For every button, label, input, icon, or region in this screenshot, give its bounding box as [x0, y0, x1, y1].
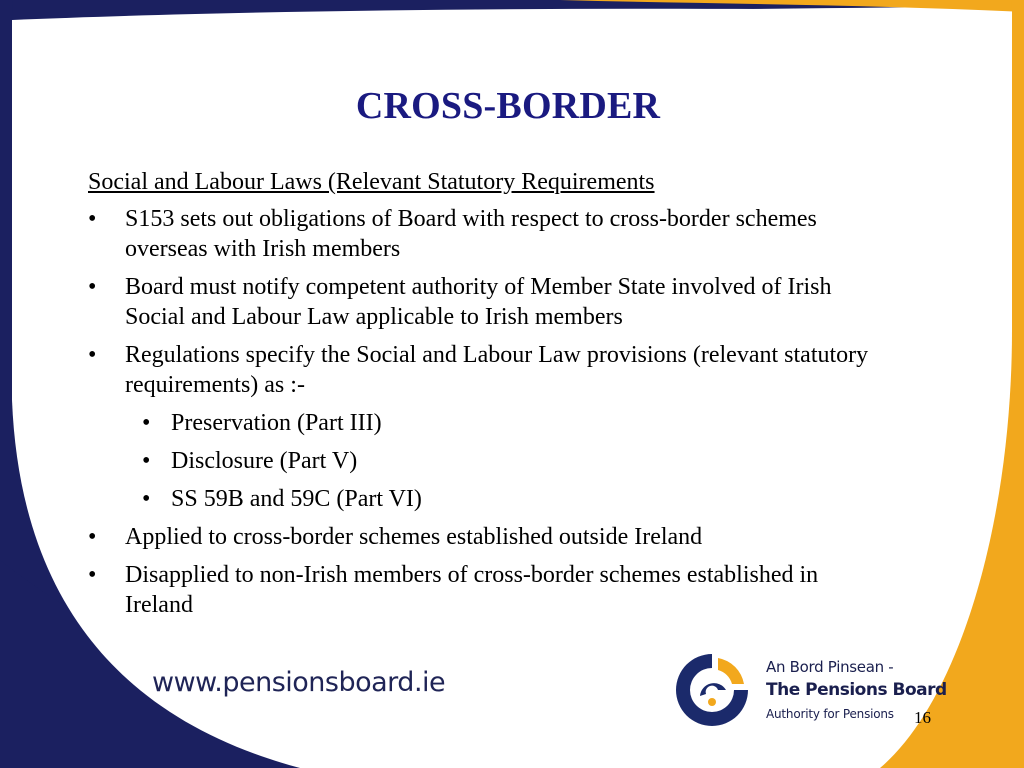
bullet-text: Applied to cross-border schemes established outside Ireland	[125, 524, 703, 550]
bullet-marker: •	[142, 410, 151, 436]
bullet-marker: •	[88, 562, 97, 588]
sub-bullet-text: Disclosure (Part V)	[171, 448, 358, 474]
sub-bullet-item	[88, 484, 888, 514]
bullet-item	[88, 272, 888, 332]
bullet-item	[88, 560, 888, 620]
bullet-item	[88, 340, 888, 400]
bullet-marker: •	[142, 448, 151, 474]
bullet-marker: •	[88, 206, 97, 232]
logo-tagline: Authority for Pensions	[766, 707, 894, 721]
logo-english-name: The Pensions Board	[766, 680, 947, 700]
sub-bullet-text: Preservation (Part III)	[171, 410, 382, 436]
sub-bullet-item	[88, 446, 888, 476]
sub-bullet-item	[88, 408, 888, 438]
page-number: 16	[914, 708, 931, 727]
slide-body	[88, 167, 888, 628]
website-url[interactable]: www.pensionsboard.ie	[152, 667, 446, 698]
bullet-item	[88, 204, 888, 264]
bullet-text: Regulations specify the Social and Labour Law provisions (relevant statutory requirements) as :-	[125, 342, 869, 398]
bullet-marker: •	[88, 274, 97, 300]
pensions-board-logo-icon	[672, 650, 752, 730]
slide-title: CROSS-BORDER	[355, 85, 661, 127]
bullet-text: Board must notify competent authority of Member State involved of Irish Social and Labour Law applicable to Irish members	[125, 274, 832, 330]
bullet-text: S153 sets out obligations of Board with respect to cross-border schemes overseas with Irish members	[125, 206, 817, 262]
bullet-marker: •	[142, 486, 151, 512]
bullet-item	[88, 522, 888, 552]
section-subheading: Social and Labour Laws (Relevant Statutory Requirements	[88, 169, 655, 195]
logo-irish-name: An Bord Pinsean -	[766, 658, 894, 676]
sub-bullet-text: SS 59B and 59C (Part VI)	[171, 486, 422, 512]
bullet-text: Disapplied to non-Irish members of cross-border schemes established in Ireland	[125, 562, 819, 618]
bullet-marker: •	[88, 524, 97, 550]
bullet-marker: •	[88, 342, 97, 368]
